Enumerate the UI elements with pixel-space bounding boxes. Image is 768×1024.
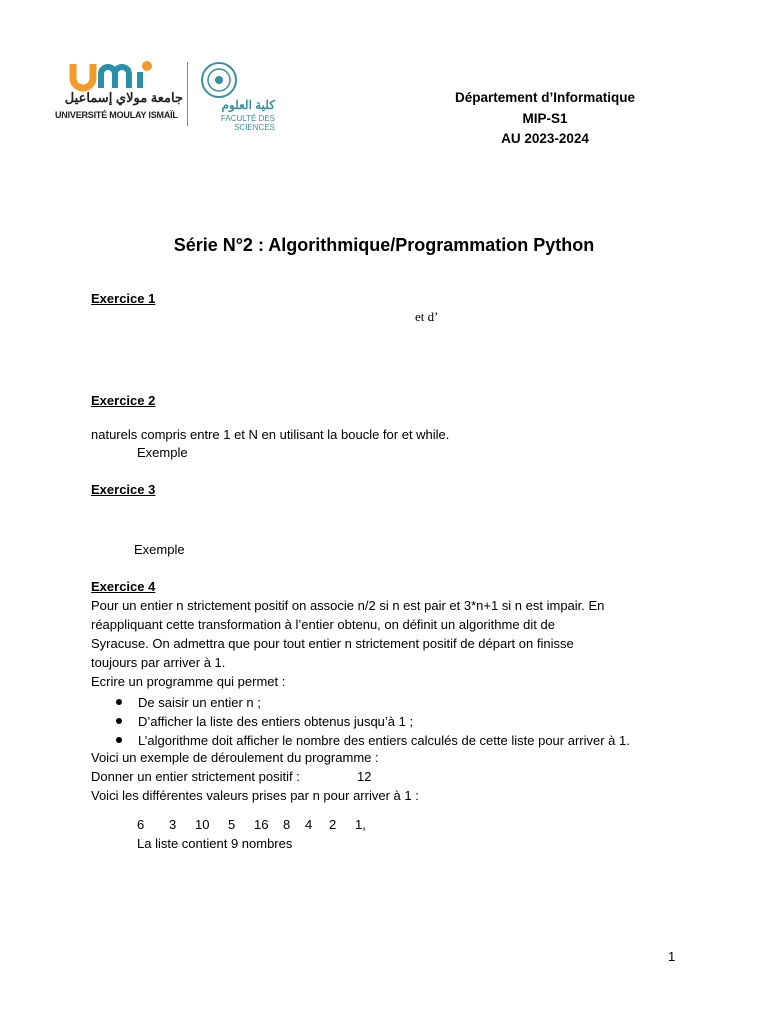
academic-year: AU 2023-2024: [501, 131, 589, 146]
sequence-value: 1,: [355, 817, 366, 832]
page-number: 1: [668, 949, 676, 964]
exercise-4-prompt-value: 12: [357, 769, 372, 784]
sequence-value: 10: [195, 817, 210, 832]
exercise-3-heading: Exercice 3: [91, 482, 156, 497]
exercise-4-prompt: Donner un entier strictement positif :: [91, 769, 300, 784]
exercise-2-example-label: Exemple: [137, 445, 188, 460]
bullet-icon: [116, 718, 122, 724]
page-title: Série N°2 : Algorithmique/Programmation Python: [173, 235, 595, 255]
umi-arabic-name: جامعة مولاي إسماعيل: [64, 90, 183, 105]
list-item: L’algorithme doit afficher le nombre des entiers calculés de cette liste pour arriver à 1.: [108, 731, 630, 750]
list-item: D’afficher la liste des entiers obtenus jusqu’à 1 ;: [108, 712, 630, 731]
fs-arabic-name: كلية العلوم: [221, 98, 275, 112]
umi-latin-name: UNIVERSITÉ MOULAY ISMAÏL: [55, 110, 178, 120]
fs-latin-name: FACULTÉ DES SCIENCES: [220, 114, 275, 132]
fs-logo: [195, 60, 275, 130]
exercise-4-paragraph-line: toujours par arriver à 1.: [91, 655, 226, 670]
sequence-value: 2: [329, 817, 337, 832]
exercise-4-run-intro: Voici un exemple de déroulement du programme :: [91, 750, 379, 765]
fs-seal-icon: [199, 60, 239, 100]
exercise-2-heading: Exercice 2: [91, 393, 156, 408]
exercise-3-example-label: Exemple: [134, 542, 185, 557]
exercise-4-count-line: La liste contient 9 nombres: [137, 836, 293, 851]
exercise-4-paragraph-line: Syracuse. On admettra que pour tout entier n strictement positif de départ on finisse: [91, 636, 574, 651]
department-name: Département d’Informatique: [454, 90, 636, 105]
sequence-value: 5: [228, 817, 236, 832]
exercise-4-paragraph-line: Pour un entier n strictement positif on associe n/2 si n est pair et 3*n+1 si n est impair. En: [91, 598, 605, 613]
exercise-2-text: naturels compris entre 1 et N en utilisant la boucle for et while.: [91, 427, 450, 442]
exercise-4-heading: Exercice 4: [91, 579, 156, 594]
bullet-icon: [116, 737, 122, 743]
sequence-value: 6: [137, 817, 145, 832]
logo-divider: [187, 62, 188, 126]
sequence-value: 4: [305, 817, 313, 832]
sequence-value: 8: [283, 817, 291, 832]
umi-logo: [55, 58, 183, 128]
exercise-4-paragraph-line: réappliquant cette transformation à l’entier obtenu, on définit un algorithme dit de: [91, 617, 555, 632]
exercise-1-heading: Exercice 1: [91, 291, 156, 306]
exercise-4-instruction: Ecrire un programme qui permet :: [91, 674, 286, 689]
program-name: MIP-S1: [522, 110, 568, 126]
exercise-4-bullet-list: [108, 693, 630, 750]
list-item: De saisir un entier n ;: [108, 693, 630, 712]
department-header: [380, 88, 710, 150]
exercise-4-values-intro: Voici les différentes valeurs prises par n pour arriver à 1 :: [91, 788, 419, 803]
exercise-1-fragment: et d’: [415, 309, 439, 324]
sequence-value: 16: [254, 817, 269, 832]
sequence-value: 3: [169, 817, 177, 832]
bullet-icon: [116, 699, 122, 705]
